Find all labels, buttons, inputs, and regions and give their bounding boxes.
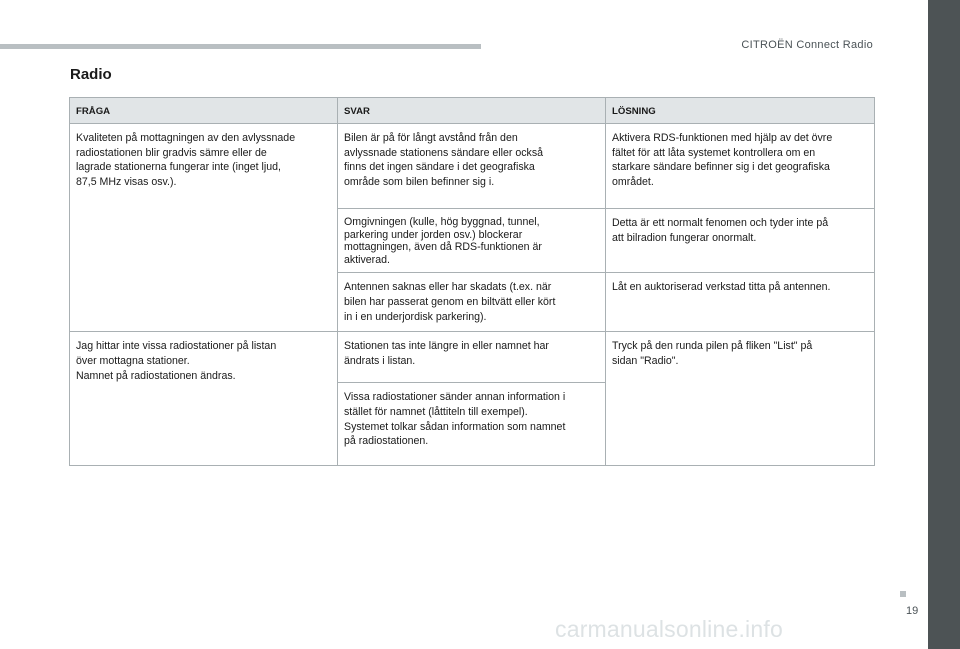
- column-header-answer: SVAR: [338, 98, 606, 124]
- solution-cell: [606, 273, 875, 332]
- question-cell: [70, 124, 338, 332]
- table-header-row: [70, 98, 875, 124]
- header-rule: [0, 44, 481, 49]
- page-number: 19: [906, 605, 919, 617]
- table-row: [70, 332, 875, 383]
- watermark-text: carmanualsonline.info: [555, 616, 783, 642]
- answer-text: Bilen är på för långt avstånd från den avlyssnade stationens sändare eller också finns det ingen sändare i det geografiska område som bilen befinner sig i.: [344, 132, 544, 188]
- troubleshooting-table: [69, 97, 875, 466]
- column-header-solution: LÖSNING: [606, 98, 875, 124]
- column-header-question: FRÅGA: [70, 98, 338, 124]
- answer-cell: [338, 124, 606, 209]
- answer-cell: [338, 383, 606, 466]
- section-title: Radio: [70, 66, 112, 83]
- answer-text: Vissa radiostationer sänder annan information i stället för namnet (låttiteln till exempel). Systemet tolkar sådan information som namnet på radiostationen.: [344, 391, 566, 448]
- solution-text: Aktivera RDS-funktionen med hjälp av det övre fältet för att låta systemet kontrollera om en starkare sändare befinner sig i det geografiska området.: [612, 132, 833, 188]
- question-cell: [70, 332, 338, 466]
- answer-text: Antennen saknas eller har skadats (t.ex. när bilen har passerat genom en biltvätt eller kört in i en underjordisk parkering).: [344, 281, 556, 323]
- answer-cell: [338, 209, 606, 273]
- question-text: Jag hittar inte vissa radiostationer på listan över mottagna stationer. Namnet på radiostationen ändras.: [76, 340, 277, 382]
- solution-text: Tryck på den runda pilen på fliken "List" på sidan "Radio".: [612, 340, 813, 367]
- page-side-band: [928, 0, 960, 649]
- question-text: Kvaliteten på mottagningen av den avlyssnade radiostationen blir gradvis sämre eller de lagrade stationerna fungerar inte (inget ljud, 87,5 MHz visas osv.).: [76, 132, 296, 188]
- solution-text: Detta är ett normalt fenomen och tyder inte på att bilradion fungerar onormalt.: [612, 217, 829, 244]
- answer-text: Omgivningen (kulle, hög byggnad, tunnel, parkering under jorden osv.) blockerar mottagningen, även då RDS-funktionen är aktiverad.: [344, 216, 542, 266]
- solution-cell: [606, 209, 875, 273]
- answer-cell: [338, 273, 606, 332]
- answer-cell: [338, 332, 606, 383]
- solution-cell: [606, 124, 875, 209]
- table-row: [70, 124, 875, 209]
- brand-header-title: CITROËN Connect Radio: [741, 39, 873, 51]
- answer-text: Stationen tas inte längre in eller namnet har ändrats i listan.: [344, 340, 549, 367]
- solution-cell: [606, 332, 875, 466]
- solution-text: Låt en auktoriserad verkstad titta på antennen.: [612, 281, 831, 294]
- page-marker-square: [900, 591, 906, 597]
